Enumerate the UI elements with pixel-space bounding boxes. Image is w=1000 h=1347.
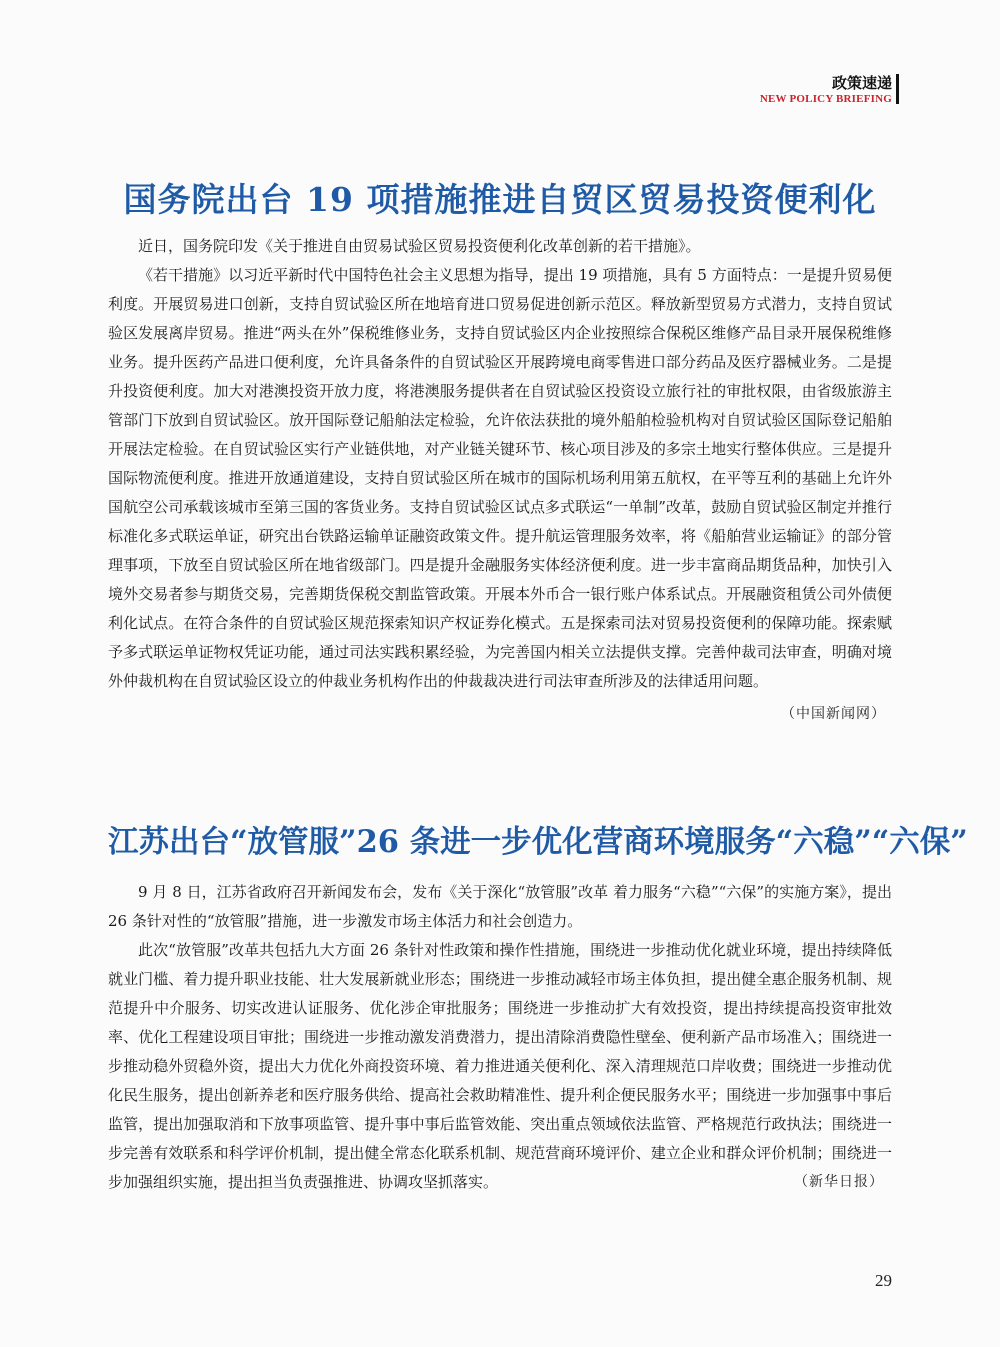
article-paragraph: 《若干措施》以习近平新时代中国特色社会主义思想为指导，提出 19 项措施，具有 5 方面特点：一是提升贸易便利度。开展贸易进口创新，支持自贸试验区所在地培育进口贸易促进创新示范区。释放新型贸易方式潜力，支持自贸试验区发展离岸贸易。推进“两头在外”保税维修业务，支持自贸试验区内企业按照综合保税区维修产品目录开展保税维修业务。提升医药产品进口便利度，允许具备条件的自贸试验区开展跨境电商零售进口部分药品及医疗器械业务。二是提升投资便利度。加大对港澳投资开放力度，将港澳服务提供者在自贸试验区投资设立旅行社的审批权限，由省级旅游主管部门下放到自贸试验区。放开国际登记船舶法定检验，允许依法获批的境外船舶检验机构对自贸试验区国际登记船舶开展法定检验。在自贸试验区实行产业链供地，对产业链关键环节、核心项目涉及的多宗土地实行整体供应。三是提升国际物流便利度。推进开放通道建设，支持自贸试验区所在城市的国际机场利用第五航权，在平等互利的基础上允许外国航空公司承载该城市至第三国的客货业务。支持自贸试验区试点多式联运“一单制”改革，鼓励自贸试验区制定并推行标准化多式联运单证，研究出台铁路运输单证融资政策文件。提升航运管理服务效率，将《船舶营业运输证》的部分管理事项，下放至自贸试验区所在地省级部门。四是提升金融服务实体经济便利度。进一步丰富商品期货品种，加快引入境外交易者参与期货交易，完善期货保税交割监管政策。开展本外币合一银行账户体系试点。开展融资租赁公司外债便利化试点。在符合条件的自贸试验区规范探索知识产权证券化模式。五是探索司法对贸易投资便利的保障功能。探索赋予多式联运单证物权凭证功能，通过司法实践积累经验，为完善国内相关立法提供支撑。完善仲裁司法审查，明确对境外仲裁机构在自贸试验区设立的仲裁业务机构作出的仲裁裁决进行司法审查所涉及的法律适用问题。 xyxy=(108,266,892,690)
section-title-cn: 政策速递 xyxy=(831,74,892,92)
article-paragraph: 此次“放管服”改革共包括九大方面 26 条针对性政策和操作性措施，围绕进一步推动优化就业环境，提出持续降低就业门槛、着力提升职业技能、壮大发展新就业形态；围绕进一步推动减轻市场主体负担，提出健全惠企服务机制、规范提升中介服务、切实改进认证服务、优化涉企审批服务；围绕进一步推动扩大有效投资，提出持续提高投资审批效率、优化工程建设项目审批；围绕进一步推动激发消费潜力，提出清除消费隐性壁垒、便利新产品市场准入；围绕进一步推动稳外贸稳外资，提出大力优化外商投资环境、着力推进通关便利化、深入清理规范口岸收费；围绕进一步推动优化民生服务，提出创新养老和医疗服务供给、提高社会救助精准性、提升利企便民服务水平；围绕进一步加强事中事后监管，提出加强取消和下放事项监管、提升事中事后监管效能、突出重点领域依法监管、严格规范行政执法；围绕进一步完善有效联系和科学评价机制，提出健全常态化联系机制、规范营商环境评价、建立企业和群众评价机制；围绕进一步加强组织实施，提出担当负责强推进、协调攻坚抓落实。 xyxy=(108,941,892,1191)
article-2 xyxy=(108,818,968,1196)
article-source: （新华日报） xyxy=(794,1174,884,1190)
article-paragraph: 近日，国务院印发《关于推进自由贸易试验区贸易投资便利化改革创新的若干措施》。 xyxy=(138,237,701,255)
page-number: 29 xyxy=(875,1271,892,1290)
article-body xyxy=(108,232,892,696)
article-body xyxy=(108,878,892,1197)
article-paragraph: 9 月 8 日，江苏省政府召开新闻发布会，发布《关于深化“放管服”改革 着力服务“六稳”“六保”的实施方案》，提出 26 条针对性的“放管服”措施，进一步激发市场主体活力和社会创造力。 xyxy=(108,883,892,930)
article-title: 江苏出台“放管服”26 条进一步优化营商环境服务“六稳”“六保” xyxy=(108,824,968,860)
article-title: 国务院出台 19 项措施推进自贸区贸易投资便利化 xyxy=(123,180,877,219)
section-title-en: NEW POLICY BRIEFING xyxy=(759,93,892,105)
article-source: （中国新闻网） xyxy=(781,706,886,722)
section-header-bar xyxy=(896,74,899,104)
section-header xyxy=(760,74,892,106)
article-1 xyxy=(108,176,892,728)
